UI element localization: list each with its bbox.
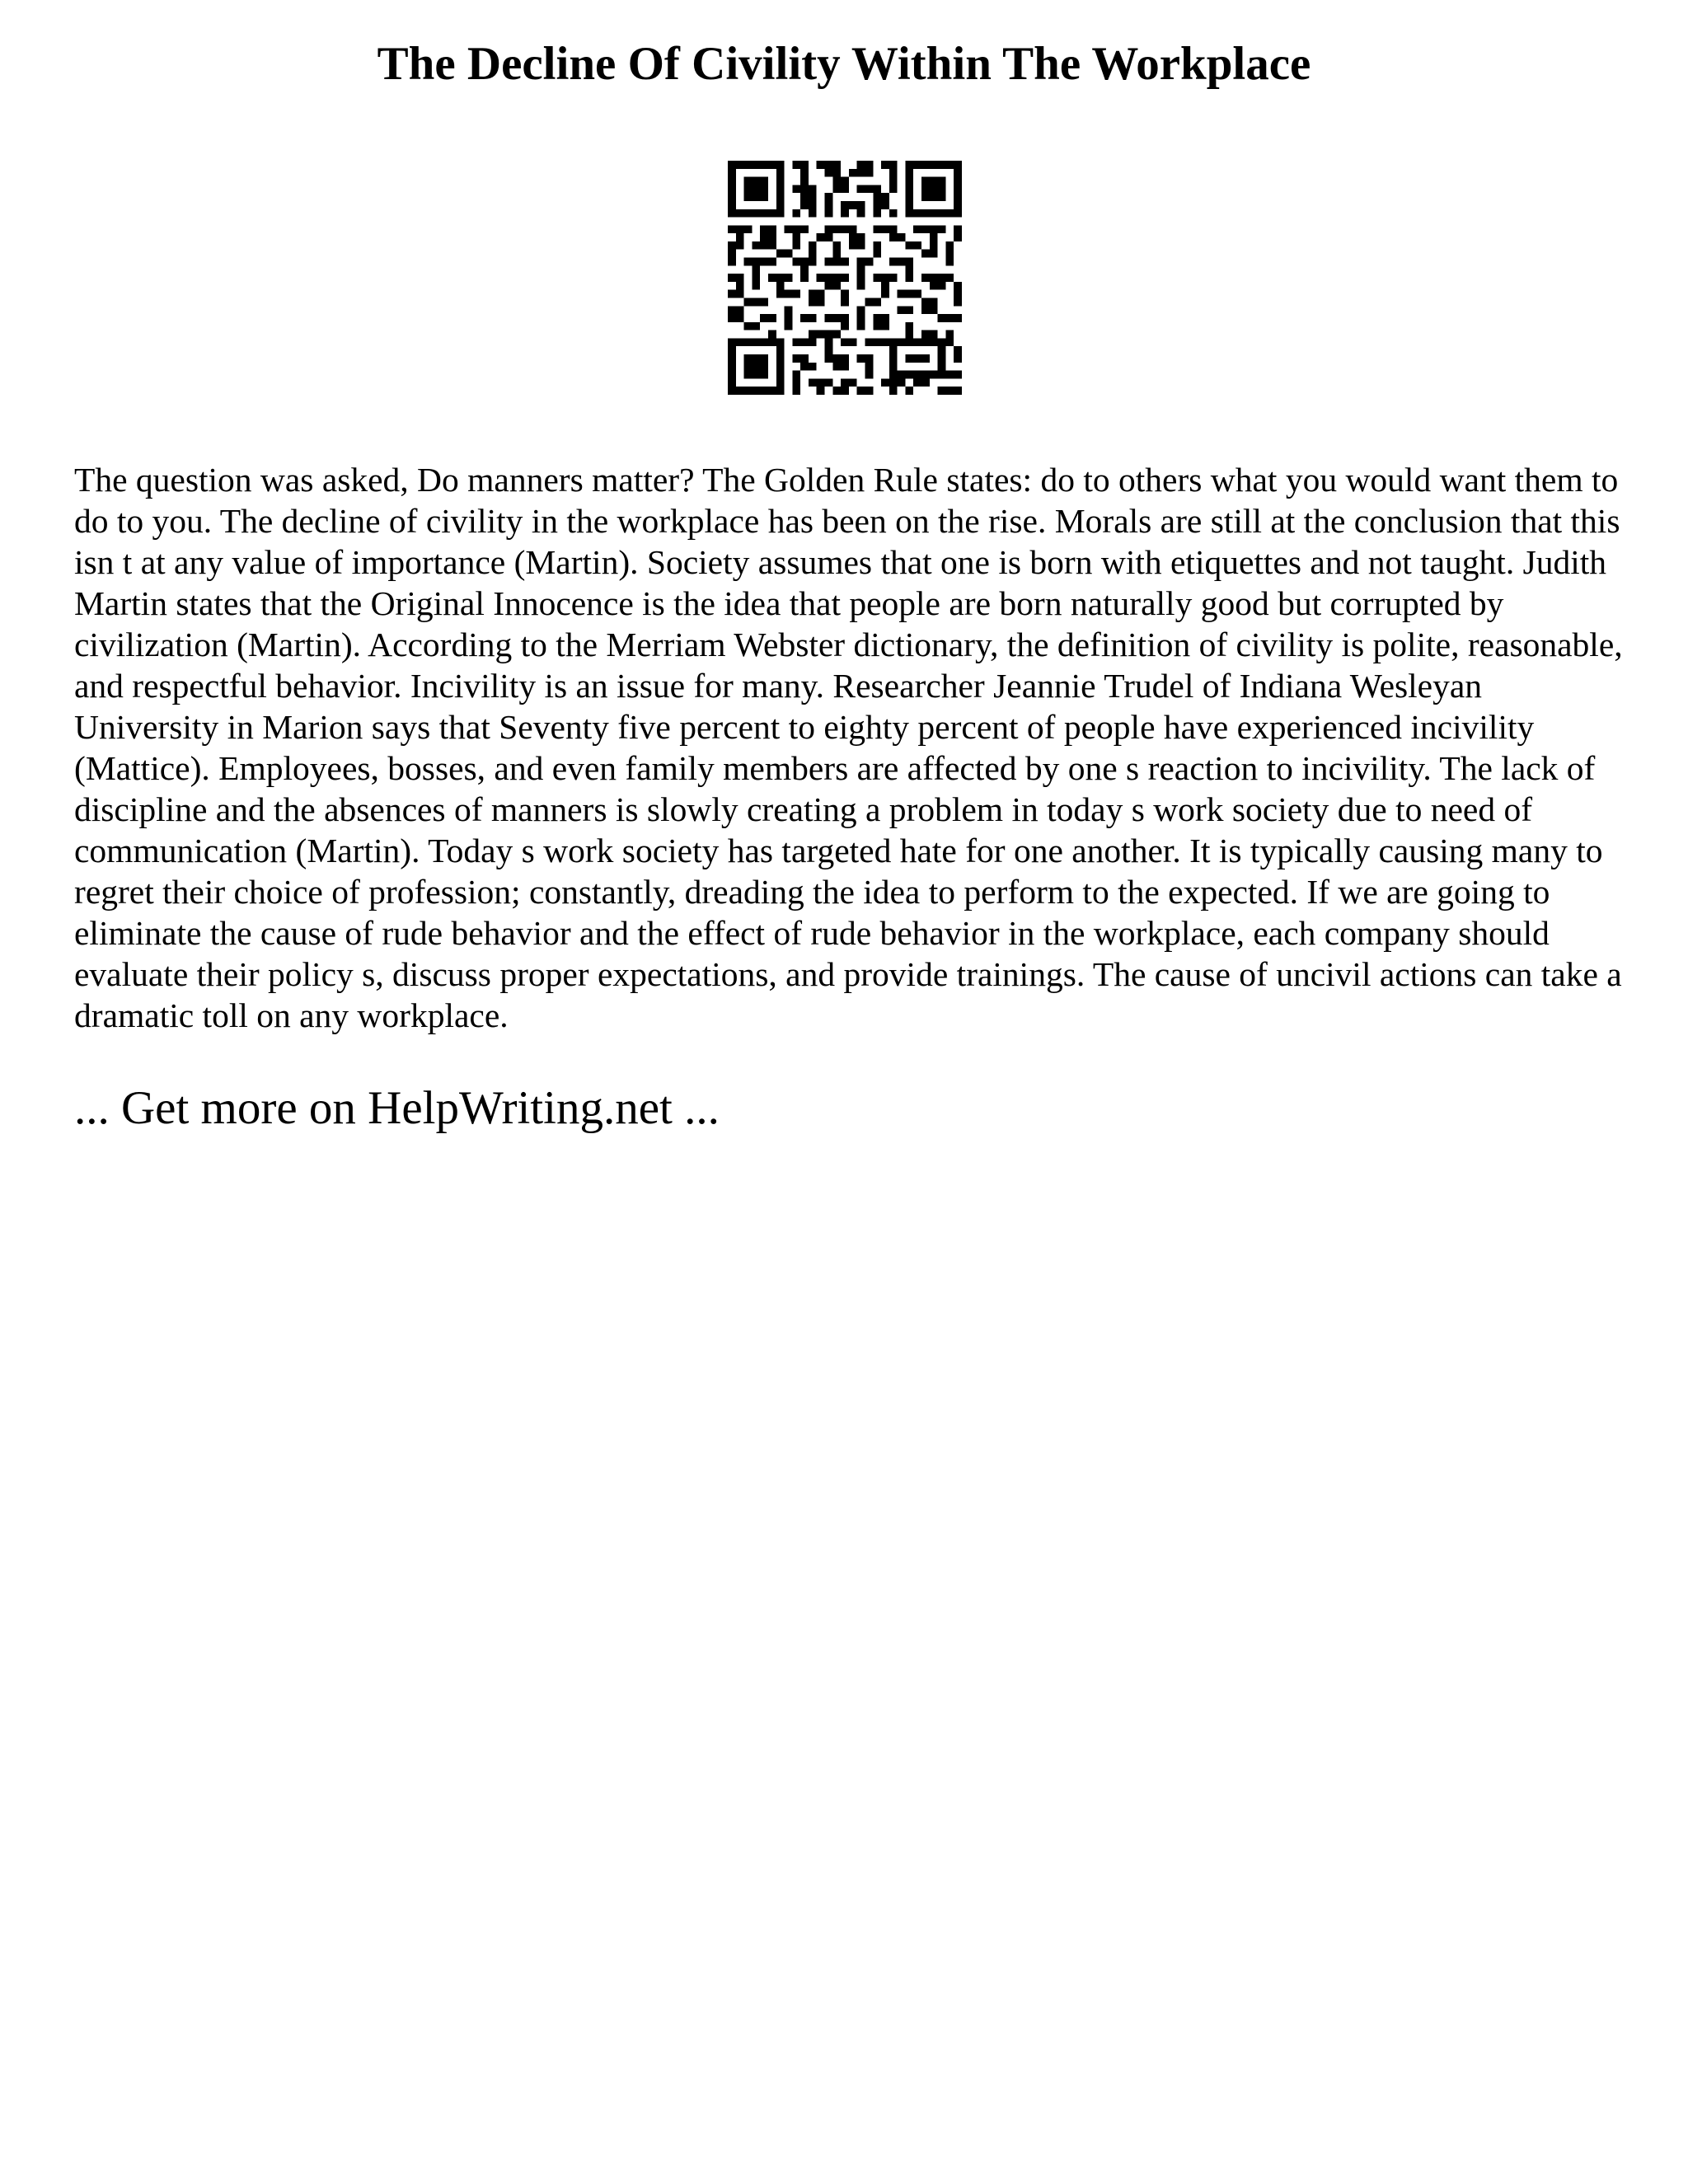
qr-code-icon <box>728 161 962 395</box>
body-paragraph: The question was asked, Do manners matter? The Golden Rule states: do to others what you would want them to do to you. The decline of civility in the workplace has been on the rise. Morals are still at the conclusion that this isn t at any value of importance (Martin). Society assumes that one is born with etiquettes and not taught. Judith Martin states that the Original Innocence is the idea that people are born naturally good but corrupted by civilization (Martin). According to the Merriam Webster dictionary, the definition of civility is polite, reasonable, and respectful behavior. Incivility is an issue for many. Researcher Jeannie Trudel of Indiana Wesleyan University in Marion says that Seventy five percent to eighty percent of people have experienced incivility (Mattice). Employees, bosses, and even family members are affected by one s reaction to incivility. The lack of discipline and the absences of manners is slowly creating a problem in today s work society due to need of communication (Martin). Today s work society has targeted hate for one another. It is typically causing many to regret their choice of profession; constantly, dreading the idea to perform to the expected. If we are going to eliminate the cause of rude behavior and the effect of rude behavior in the workplace, each company should evaluate their policy s, discuss proper expectations, and provide trainings. The cause of uncivil actions can take a dramatic toll on any workplace. <box>74 461 1623 1034</box>
qr-code-graphic <box>728 161 962 395</box>
get-more-link[interactable]: ... Get more on HelpWriting.net ... <box>74 1082 720 1134</box>
document-title: The Decline Of Civility Within The Workplace <box>377 38 1311 90</box>
